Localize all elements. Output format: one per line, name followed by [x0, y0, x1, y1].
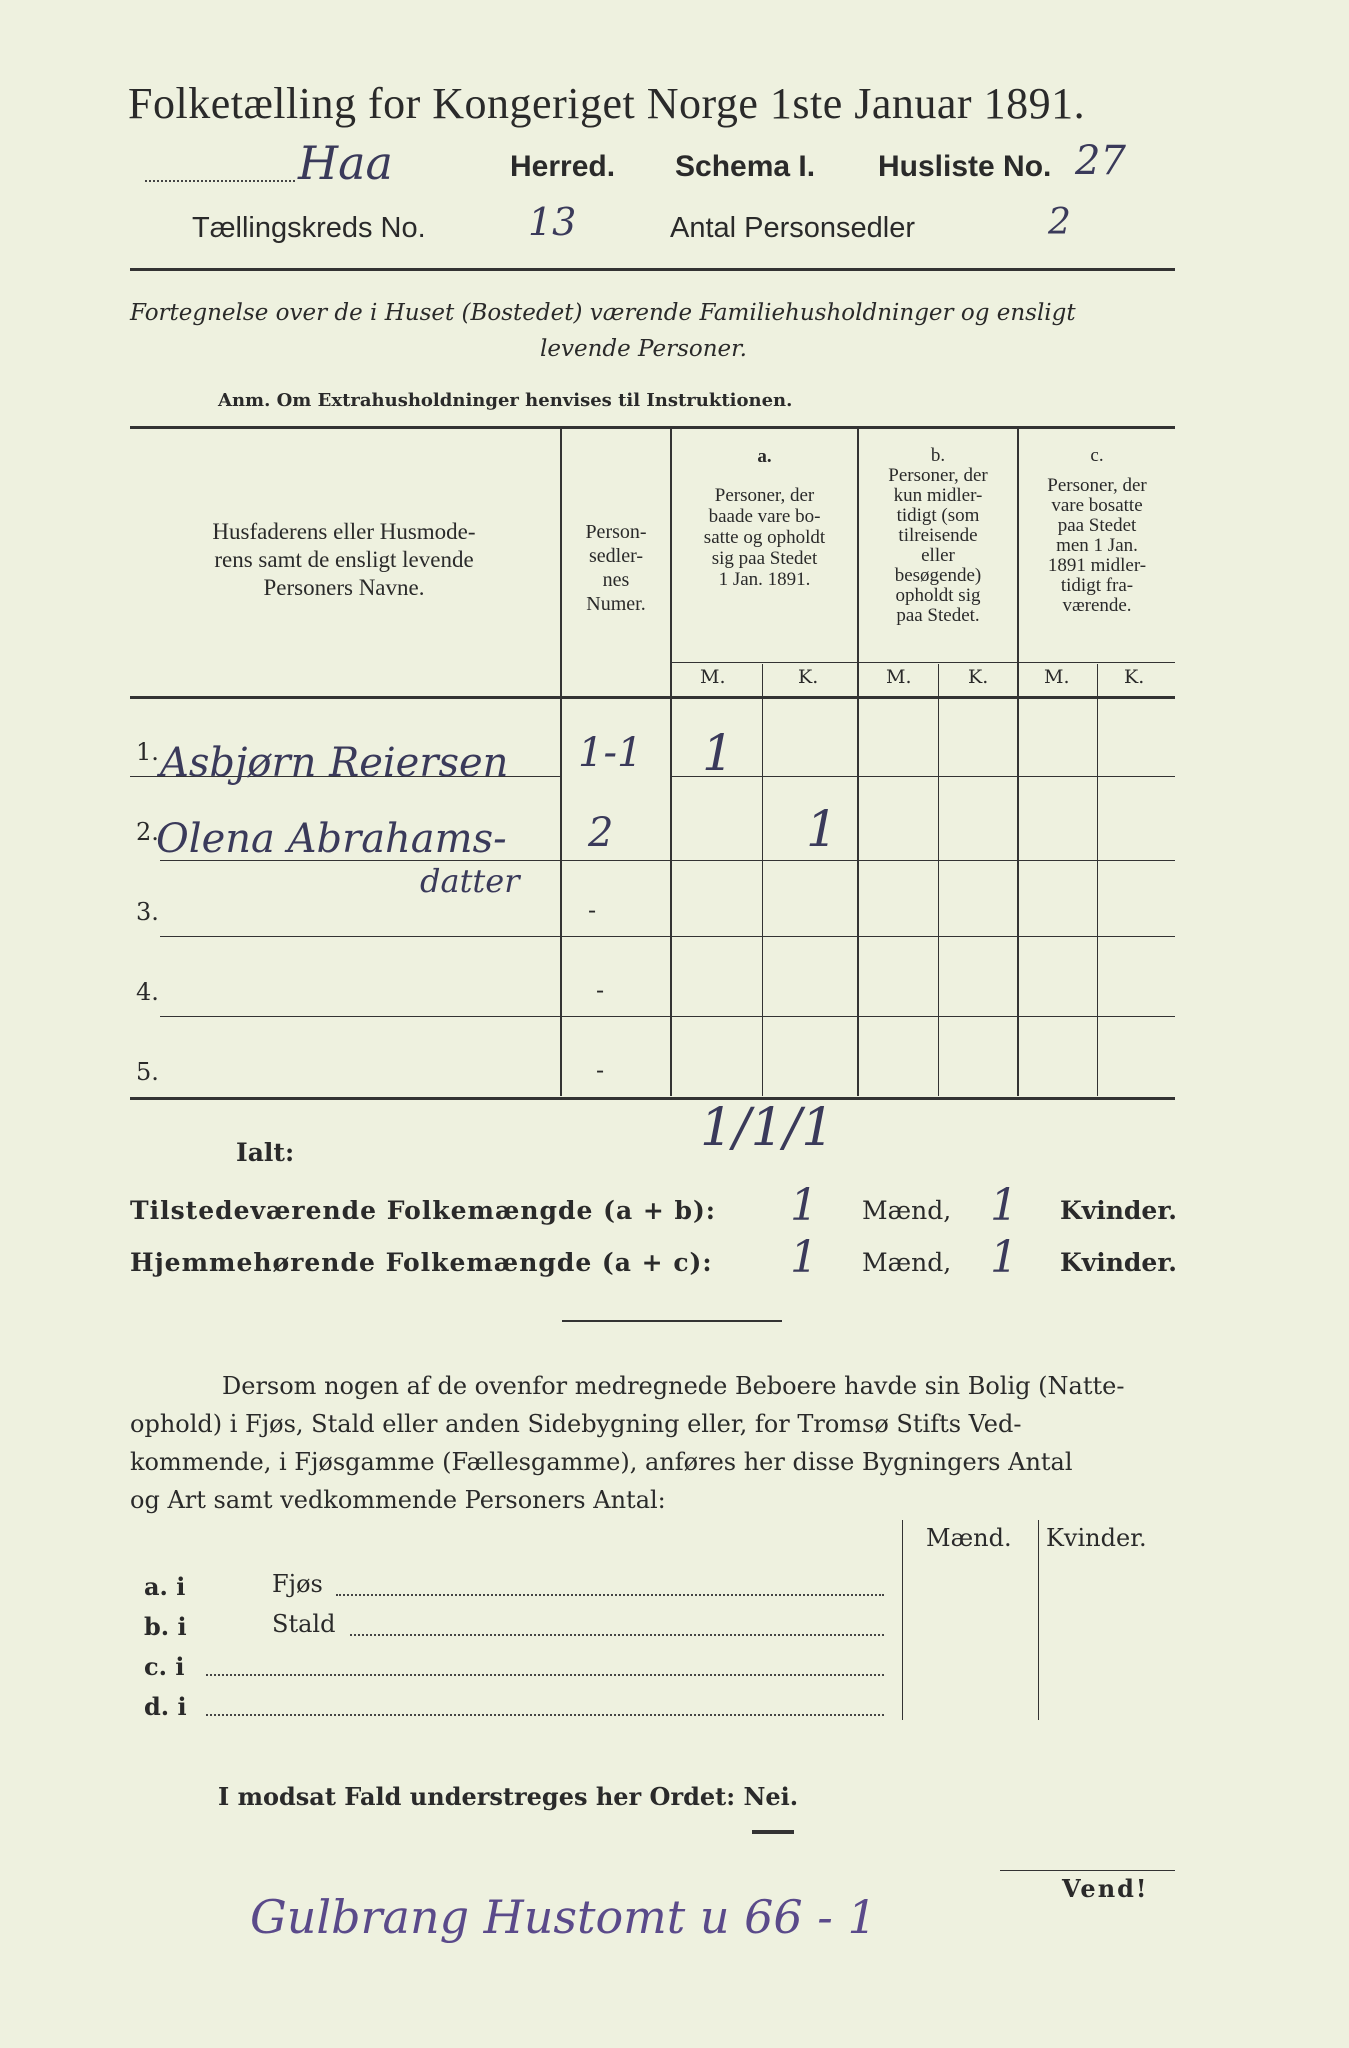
col-c-line-5: 1891 midler-	[1047, 555, 1147, 576]
col-num-line-1: Person-	[585, 521, 647, 543]
col-a-line-2: baade vare bo-	[708, 506, 821, 527]
bolig-item-b-text: Stald	[272, 1610, 336, 1638]
col-name-line-3: Personers Navne.	[263, 575, 425, 600]
col-b-letter: b.	[930, 445, 946, 466]
col-b-header	[859, 446, 1017, 626]
mk-c-m: M.	[1044, 666, 1070, 688]
row-3-line	[160, 936, 1175, 937]
header-rule	[130, 268, 1175, 271]
mk-c-k: K.	[1124, 666, 1145, 688]
col-num-header	[562, 520, 670, 616]
col-b-line-4: tilreisende	[898, 525, 978, 546]
vend-rule	[1000, 1870, 1175, 1871]
col-num-line-2: sedler-	[588, 545, 643, 567]
col-name-line-2: rens samt de ensligt levende	[214, 547, 474, 572]
nei-underline	[752, 1830, 794, 1834]
row-1-num: 1-1	[578, 730, 643, 776]
col-b-line-6: besøgende)	[894, 565, 982, 586]
row-4-line	[160, 1016, 1175, 1017]
col-name-header	[134, 518, 554, 602]
modsat-text: I modsat Fald understreges her Ordet: Nei.	[218, 1782, 799, 1811]
col-a-letter: a.	[757, 446, 772, 467]
bolig-item-d-dots	[206, 1714, 884, 1716]
intro-line-1: Fortegnelse over de i Huset (Bostedet) værende Familiehusholdninger og ensligt	[130, 300, 1076, 326]
tilstede-m: 1	[790, 1180, 818, 1231]
hjemme-kvinder: Kvinder.	[1060, 1248, 1177, 1277]
handwritten-note: Gulbrang Hustomt u 66 - 1	[250, 1890, 877, 1944]
col-a-line-3: satte og opholdt	[703, 527, 826, 548]
bolig-item-c-dots	[206, 1674, 884, 1676]
col-num-line-4: Numer.	[586, 593, 646, 615]
row-5-number: 5.	[136, 1058, 159, 1086]
bolig-item-a-letter: a. i	[144, 1572, 186, 1601]
row-5-num: -	[596, 1056, 605, 1084]
bolig-line-4: og Art samt vedkommende Personers Antal:	[130, 1486, 666, 1514]
col-c-header	[1019, 446, 1175, 616]
col-c-line-6: tidigt fra-	[1060, 575, 1134, 596]
row-4-num: -	[596, 976, 605, 1004]
mk-b-m: M.	[886, 666, 912, 688]
col-divider-c-mk	[1097, 664, 1098, 1096]
schema-label: Schema I.	[675, 150, 816, 183]
mk-a-m: M.	[700, 666, 726, 688]
col-c-line-7: værende.	[1062, 595, 1132, 616]
antal-label: Antal Personsedler	[670, 212, 916, 244]
bolig-item-a-text: Fjøs	[272, 1570, 323, 1598]
bolig-item-b-dots	[350, 1634, 884, 1636]
husliste-value: 27	[1075, 138, 1126, 184]
mk-rule	[672, 662, 1175, 663]
tilstede-maend: Mænd,	[862, 1196, 952, 1225]
row-1-number: 1.	[136, 738, 159, 766]
intro-line-2: levende Personer.	[540, 336, 747, 362]
bolig-line-3: kommende, i Fjøsgamme (Fællesgamme), anføres her disse Bygningers Antal	[130, 1448, 1073, 1476]
col-a-line-5: 1 Jan. 1891.	[718, 569, 811, 590]
col-divider-a-mk	[762, 664, 763, 1096]
hjemme-maend: Mænd,	[862, 1248, 952, 1277]
col-b-line-2: kun midler-	[893, 485, 983, 506]
herred-label: Herred.	[510, 150, 616, 183]
row-2-num: 2	[588, 810, 614, 856]
ialt-value: 1/1/1	[700, 1098, 835, 1158]
row-2-name: Olena Abrahams-	[156, 816, 507, 862]
col-b-line-3: tidigt (som	[896, 505, 980, 526]
col-b-line-7: opholdt sig	[895, 585, 981, 606]
mk-a-k: K.	[798, 666, 819, 688]
col-c-line-1: Personer, der	[1047, 475, 1147, 496]
kreds-label: Tællingskreds No.	[192, 212, 426, 244]
col-b-line-8: paa Stedet.	[896, 605, 980, 626]
hjemme-k: 1	[990, 1232, 1018, 1283]
col-c-line-3: paa Stedet	[1057, 515, 1137, 536]
row-2-name-cont: datter	[420, 862, 520, 900]
col-a-line-1: Personer, der	[714, 485, 815, 506]
herred-dots	[145, 180, 295, 182]
herred-value: Haa	[298, 136, 393, 190]
tilstede-k: 1	[990, 1180, 1018, 1231]
row-1-name: Asbjørn Reiersen	[160, 740, 509, 786]
form-title: Folketælling for Kongeriget Norge 1ste Januar 1891.	[128, 79, 1086, 128]
antal-value: 2	[1048, 202, 1071, 243]
bolig-maend-header: Mænd.	[926, 1524, 1012, 1552]
hjemme-label: Hjemmehørende Folkemængde (a + c):	[130, 1248, 713, 1277]
col-c-line-2: vare bosatte	[1051, 495, 1143, 516]
table-bottom-rule	[130, 1097, 1175, 1100]
anm-note: Anm. Om Extrahusholdninger henvises til Instruktionen.	[218, 390, 793, 411]
husliste-label: Husliste No.	[878, 150, 1052, 183]
bolig-line-1: Dersom nogen af de ovenfor medregnede Beboere havde sin Bolig (Natte-	[222, 1372, 1125, 1400]
col-divider-b-mk	[938, 664, 939, 1096]
bolig-item-a-dots	[336, 1594, 884, 1596]
row-3-number: 3.	[136, 898, 159, 926]
bolig-item-d-letter: d. i	[144, 1692, 187, 1721]
vend-text: Vend!	[1062, 1874, 1149, 1903]
mk-b-k: K.	[968, 666, 989, 688]
col-b-line-1: Personer, der	[888, 465, 988, 486]
hjemme-m: 1	[790, 1232, 818, 1283]
row-1-line-right	[672, 776, 1175, 777]
bolig-kvinder-header: Kvinder.	[1046, 1524, 1147, 1552]
row-2-a-k: 1	[806, 800, 838, 858]
row-3-num: -	[588, 896, 597, 924]
kreds-value: 13	[528, 200, 577, 244]
col-c-letter: c.	[1090, 445, 1104, 466]
col-c-line-4: men 1 Jan.	[1056, 535, 1138, 556]
col-a-line-4: sig paa Stedet	[711, 548, 818, 569]
section-divider	[562, 1320, 782, 1322]
row-4-number: 4.	[136, 978, 159, 1006]
row-1-a-m: 1	[702, 724, 734, 782]
col-b-line-5: eller	[921, 545, 955, 566]
bolig-col-divider-2	[1038, 1520, 1039, 1720]
col-num-line-3: nes	[602, 569, 630, 591]
bolig-item-c-letter: c. i	[144, 1652, 185, 1681]
bolig-col-divider-1	[902, 1520, 903, 1720]
row-2-number: 2.	[136, 818, 159, 846]
bolig-item-b-letter: b. i	[144, 1612, 187, 1641]
bolig-line-2: ophold) i Fjøs, Stald eller anden Sidebygning eller, for Tromsø Stifts Ved-	[130, 1410, 1022, 1438]
col-a-header	[672, 446, 857, 590]
col-name-line-1: Husfaderens eller Husmode-	[212, 519, 476, 544]
ialt-label: Ialt:	[236, 1138, 295, 1167]
tilstede-label: Tilstedeværende Folkemængde (a + b):	[130, 1196, 717, 1225]
tilstede-kvinder: Kvinder.	[1060, 1196, 1177, 1225]
